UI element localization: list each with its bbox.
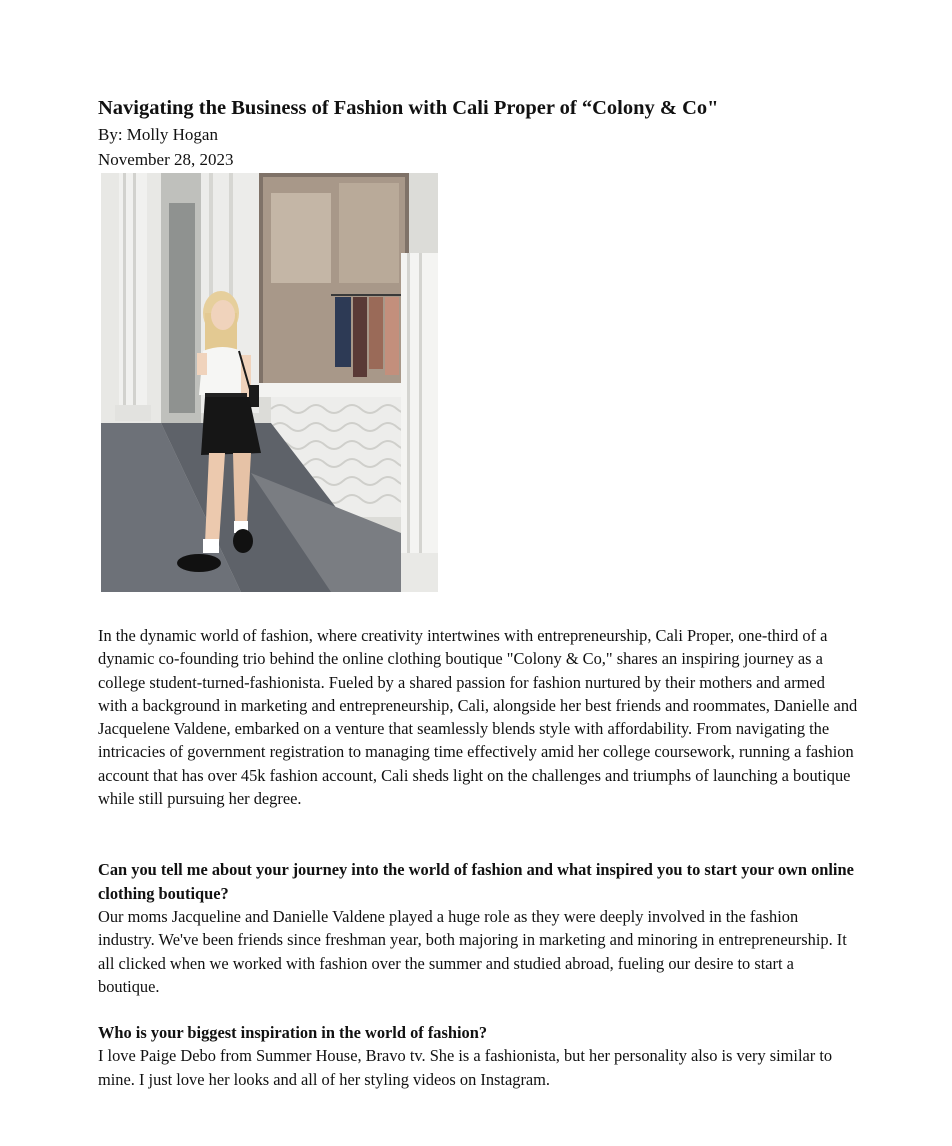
street-style-photo: [101, 173, 438, 592]
article-intro: In the dynamic world of fashion, where creativity intertwines with entrepreneurship, Cali Proper, one-third of a dynamic co-founding trio behind the online clothing boutique "Colony & Co," shares an inspiring journey as a college student-turned-fashionista. Fueled by a shared passion for fashion nurtured by their mothers and armed with a background in marketing and entrepreneurship, Cali, alongside her best friends and roommates, Danielle and Jacquelene Valdene, embarked on a venture that seamlessly blends style with affordability. From navigating the intricacies of government registration to managing time effectively amid her college coursework, running a fashion account that has over 45k fashion account, Cali sheds light on the challenges and triumphs of launching a boutique while still pursuing her degree.: [98, 626, 858, 809]
article-date: November 28, 2023: [98, 150, 234, 169]
interview-question: Can you tell me about your journey into the world of fashion and what inspired you to start your own online clothing boutique?: [98, 860, 854, 903]
article: [98, 94, 858, 1091]
article-byline: By: Molly Hogan: [98, 125, 218, 144]
qa-block: [98, 1021, 858, 1091]
interview-question: Who is your biggest inspiration in the world of fashion?: [98, 1023, 488, 1043]
interview-answer: Our moms Jacqueline and Danielle Valdene played a huge role as they were deeply involved in the fashion industry. We've been friends since freshman year, both majoring in marketing and minoring in entrepreneurship. It all clicked when we worked with fashion over the summer and studied abroad, fueling our desire to start a boutique.: [98, 906, 847, 996]
photo-illustration: [101, 173, 438, 592]
article-title: Navigating the Business of Fashion with Cali Proper of “Colony & Co": [98, 97, 719, 119]
qa-block: [98, 858, 858, 998]
interview-answer: I love Paige Debo from Summer House, Bravo tv. She is a fashionista, but her personality also is very similar to mine. I just love her looks and all of her styling videos on Instagram.: [98, 1046, 833, 1089]
